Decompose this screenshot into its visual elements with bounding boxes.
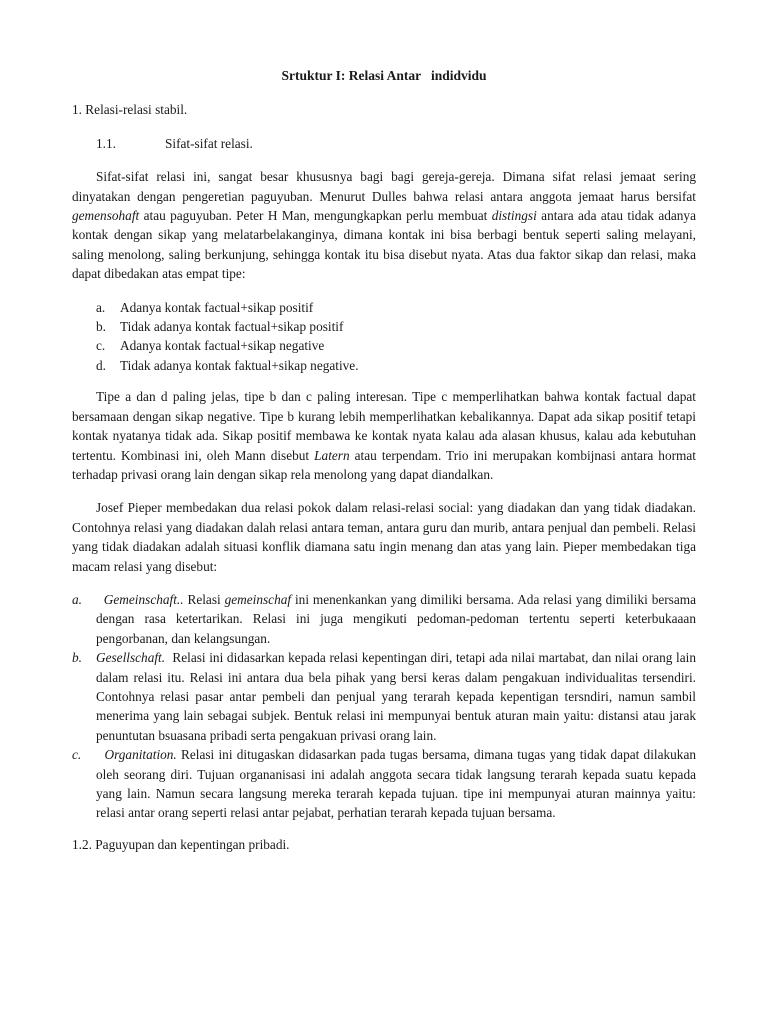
section-heading-1-2: 1.2. Paguyupan dan kepentingan pribadi. <box>72 836 290 852</box>
document-title: Srtuktur I: Relasi Antar indidvidu <box>281 68 487 83</box>
paragraph-text: atau paguyuban. Peter H Man, mengungkapkan perlu membuat <box>139 208 492 224</box>
list-item-text: Relasi <box>183 591 225 607</box>
section-heading-1: 1. Relasi-relasi stabil. <box>72 102 188 118</box>
list-marker: d. <box>96 357 106 373</box>
relation-term: Gesellschaft. <box>96 650 166 666</box>
list-item-text: Tidak adanya kontak faktual+sikap negative. <box>120 357 359 373</box>
italic-term: distingsi <box>491 208 537 224</box>
paragraph-tipe <box>72 387 696 484</box>
italic-term: Latern <box>314 447 350 463</box>
list-item <box>72 317 696 336</box>
relation-term: Organitation. <box>96 747 177 763</box>
paragraph-text: atau terpendam. Trio ini merupakan kombijnasi antara hormat terhadap privasi orang lain dengan sikap rela menolong yang dapat diandalkan. <box>72 447 696 482</box>
list-item <box>72 745 696 823</box>
italic-term: gemensohaft <box>72 208 140 224</box>
list-item <box>72 356 696 375</box>
list-marker: a. <box>72 591 82 607</box>
list-item <box>72 298 696 317</box>
list-item-text: Relasi ini ditugaskan didasarkan pada tugas bersama, dimana tugas yang tidak dapat dilakukan oleh seorang diri. Tujuan organanisasi ini adalah anggota secara tidak langsung terarah kepada suatu kepada yang lain. Namun secara langsung mereka terarah kepada tujuan. tipe ini mempunyai aturan mainnya yaitu: relasi antar orang seperti relasi antar pejabat, perhatian terarah kepada tujuan bersama. <box>96 747 696 821</box>
paragraph-text: Sifat-sifat relasi ini, sangat besar khususnya bagi bagi gereja-gereja. Dimana sifat relasi jemaat sering dinyatakan dengan pengeretian paguyuban. Menurut Dulles bahwa relasi antara anggota jemaat harus bersifat <box>72 169 696 204</box>
list-marker: c. <box>72 747 82 763</box>
contact-type-list <box>72 298 696 376</box>
relation-type-list <box>72 590 700 823</box>
list-item <box>72 648 700 745</box>
subsection-number: 1.1. <box>96 135 116 151</box>
subsection-heading-1-1 <box>96 134 696 153</box>
paragraph-text: Tipe a dan d paling jelas, tipe b dan c paling interesan. Tipe c memperlihatkan bahwa kontak factual dapat bersamaan dengan sikap negative. Tipe b kurang lebih memperlihatkan kebalikannya. Dapat ada sikap positif tetapi kontak nyatanya tidak ada. Sikap positif membawa ke kontak nyata kalau ada alasan khusus, kalau ada kebutuhan tertentu. Kombinasi ini, oleh Mann disebut <box>72 389 696 463</box>
list-item-text: Tidak adanya kontak factual+sikap positif <box>120 319 344 335</box>
list-marker: b. <box>96 319 106 335</box>
list-item-text: Adanya kontak factual+sikap positif <box>120 299 314 315</box>
paragraph-sifat-relasi <box>72 167 696 283</box>
list-item-text: ini menenkankan yang dimiliki bersama. Ada relasi yang dimiliki bersama dengan rasa ketertarikan. Relasi ini juga mengikuti pedoman-pedoman tertentu seperti keterbukaaan pengorbanan, dan kelangsungan. <box>96 591 696 646</box>
list-marker: c. <box>96 338 106 354</box>
list-marker: a. <box>96 299 106 315</box>
paragraph-text: antara ada atau tidak adanya kontak dengan sikap yang melatarbelakanginya, dimana kontak ini bisa berbagi bentuk seperti saling melayani, saling menolong, saling berkunjung, sehingga kontak itu bisa disebut nyata. Atas dua faktor sikap dan relasi, maka dapat dibedakan atas empat tipe: <box>72 208 696 282</box>
relation-term: Gemeinschaft.. <box>96 591 184 607</box>
list-item-text: Relasi ini didasarkan kepada relasi kepentingan diri, tetapi ada nilai martabat, dan nilai orang lain dalam relasi itu. Relasi ini antara dua bela pihak yang bersi keras dalam pengakuan individualitas tersendiri. Contohnya relasi pasar antar pembeli dan penjual yang terarah kepada kepentigan tersndiri, namun sambil menerima yang lain sebagai subjek. Bentuk relasi ini mempunyai bentuk aturan main yaitu: distansi atau jarak penuntutan bsuasana pribadi serta pengakuan privasi orang lain. <box>96 650 700 743</box>
subsection-title: Sifat-sifat relasi. <box>165 135 253 151</box>
list-item <box>72 336 696 355</box>
paragraph-pieper: Josef Pieper membedakan dua relasi pokok dalam relasi-relasi social: yang diadakan dan yang tidak diadakan. Contohnya relasi yang diadakan dalah relasi antara teman, antara guru dan murib, antara penjual dan pembeli. Relasi yang tidak diadakan adalah situasi konflik diamana satu ingin menang dan atas yang lain. Pieper membedakan tiga macam relasi yang disebut: <box>72 500 696 574</box>
list-item-text: Adanya kontak factual+sikap negative <box>120 338 325 354</box>
italic-term: gemeinschaf <box>224 591 292 607</box>
list-item <box>72 590 696 648</box>
list-marker: b. <box>72 650 82 666</box>
